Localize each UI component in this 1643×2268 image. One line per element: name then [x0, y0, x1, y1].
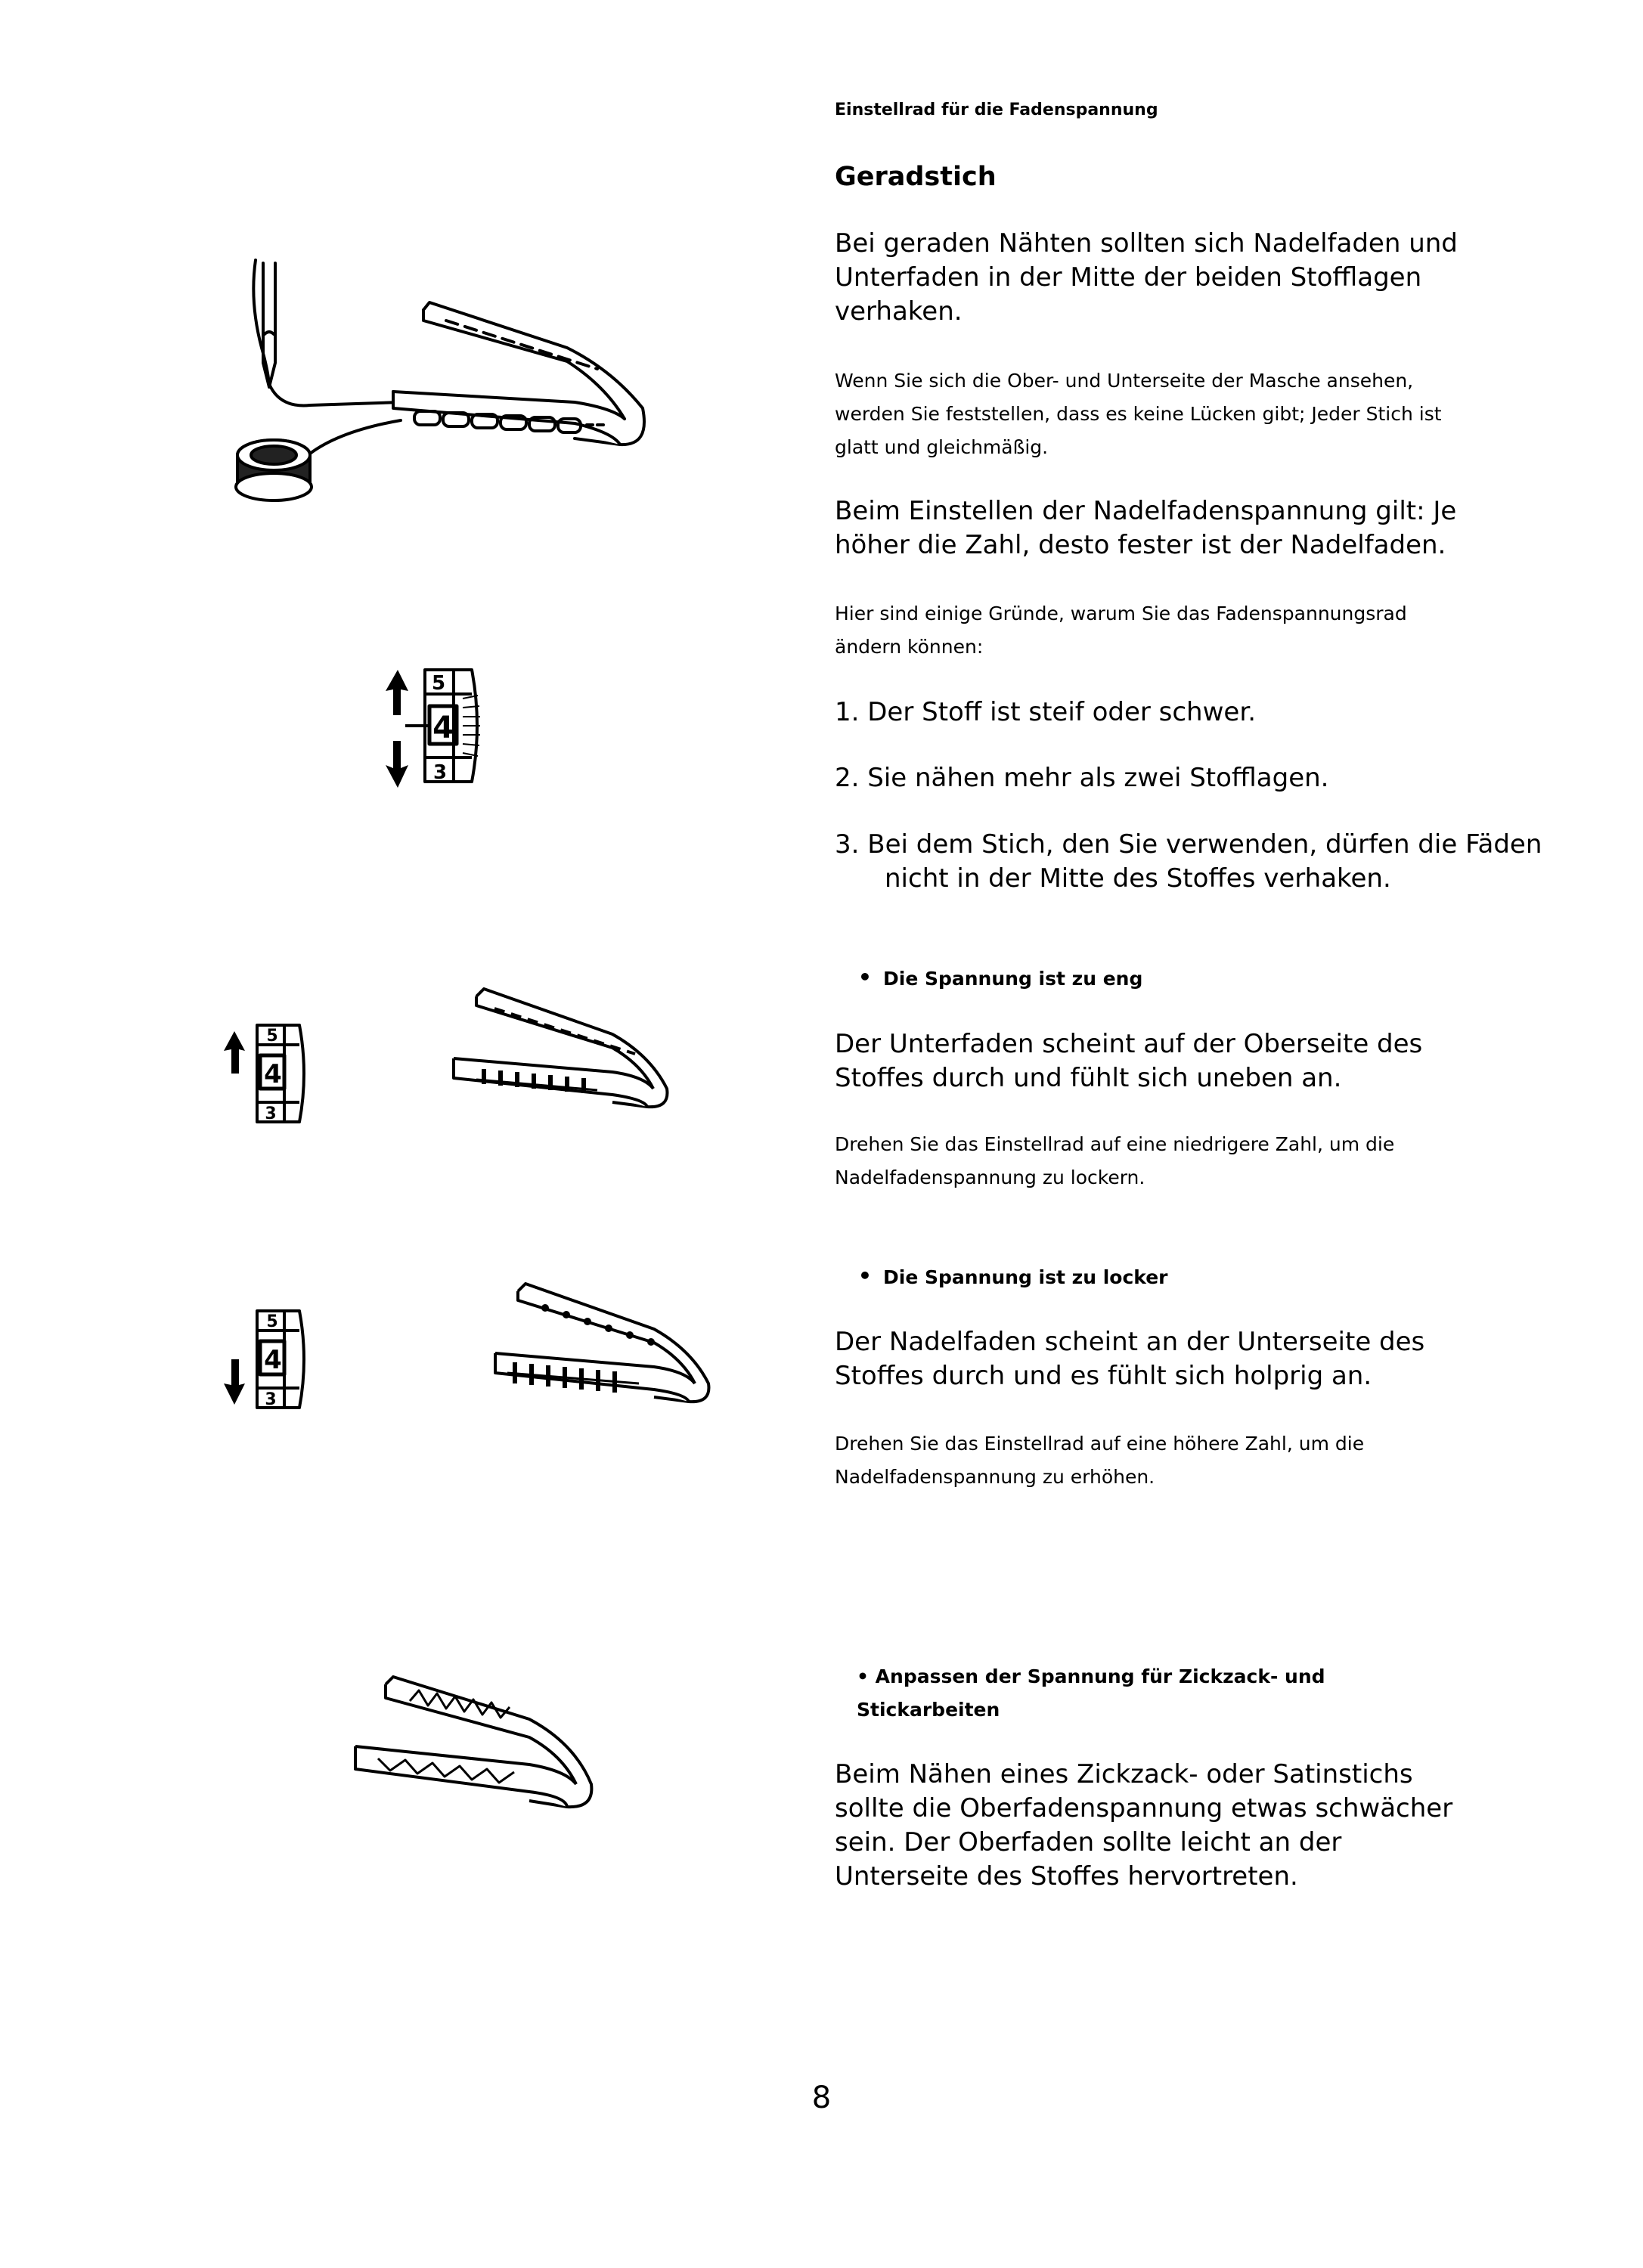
dial-number-current: 4: [432, 711, 454, 745]
needle-icon: [263, 263, 275, 387]
straight-stitch-illustration: [219, 257, 658, 507]
observation-paragraph: Wenn Sie sich die Ober- und Unterseite der Masche ansehen, werden Sie feststellen, dass es keine Lücken gibt; Jeder Stich ist glatt und gleichmäßig.: [835, 370, 1442, 458]
tension-dial-illustration: [378, 665, 491, 794]
reason-item: 1. Der Stoff ist steif oder schwer.: [835, 697, 1256, 727]
loose-bullet: [858, 1261, 1168, 1294]
bullet-symbol: •: [858, 965, 872, 990]
arrow-up-icon: [224, 1031, 245, 1074]
page-number: 8: [811, 2081, 832, 2115]
dial-loose-illustration: [218, 1306, 316, 1412]
dial-number-current: 4: [264, 1059, 282, 1089]
intro-paragraph: Bei geraden Nähten sollten sich Nadelfaden und Unterfaden in der Mitte der beiden Stofflagen verhaken.: [835, 228, 1458, 327]
bullet-symbol: •: [858, 1263, 872, 1288]
dial-number-upper: 5: [266, 1312, 278, 1331]
loose-bullet-label: Die Spannung ist zu locker: [883, 1266, 1168, 1288]
tight-description: Der Unterfaden scheint auf der Oberseite des Stoffes durch und fühlt sich uneben an.: [835, 1029, 1423, 1093]
dial-number-current: 4: [264, 1345, 282, 1375]
zigzag-bullet: • Anpassen der Spannung für Zickzack- und Stickarbeiten: [857, 1665, 1325, 1721]
reason-item: 3. Bei dem Stich, den Sie verwenden, dürfen die Fäden nicht in der Mitte des Stoffes verhaken.: [835, 829, 1542, 894]
dial-number-upper: 5: [266, 1027, 278, 1046]
dial-tight-illustration: [218, 1021, 316, 1126]
zigzag-stitch-illustration: [348, 1671, 605, 1822]
bobbin-icon: [236, 440, 312, 500]
section-title: Geradstich: [835, 162, 997, 192]
loose-description: Der Nadelfaden scheint an der Unterseite des Stoffes durch und es fühlt sich holprig an.: [835, 1327, 1425, 1391]
arrow-down-icon: [224, 1359, 245, 1405]
reasons-intro: Hier sind einige Gründe, warum Sie das Fadenspannungsrad ändern können:: [835, 603, 1407, 658]
up-down-arrow-icon: [386, 670, 408, 788]
reason-item: 2. Sie nähen mehr als zwei Stofflagen.: [835, 763, 1329, 793]
fabric-loose-illustration: [488, 1278, 715, 1414]
dial-number-lower: 3: [265, 1390, 277, 1409]
loose-action: Drehen Sie das Einstellrad auf eine höhere Zahl, um die Nadelfadenspannung zu erhöhen.: [835, 1433, 1365, 1488]
adjust-rule-paragraph: Beim Einstellen der Nadelfadenspannung gilt: Je höher die Zahl, desto fester ist der Nadelfaden.: [835, 496, 1457, 560]
page-header: Einstellrad für die Fadenspannung: [835, 101, 1158, 119]
fabric-tight-illustration: [446, 983, 673, 1119]
zigzag-description: Beim Nähen eines Zickzack- oder Satinstichs sollte die Oberfadenspannung etwas schwächer sein. Der Oberfaden sollte leicht an der Unterseite des Stoffes hervortreten.: [835, 1759, 1453, 1892]
tight-bullet: [858, 962, 1143, 996]
dial-number-upper: 5: [431, 672, 446, 695]
dial-number-lower: 3: [432, 761, 448, 784]
tight-bullet-label: Die Spannung ist zu eng: [883, 968, 1143, 990]
dial-number-lower: 3: [265, 1105, 277, 1123]
tight-action: Drehen Sie das Einstellrad auf eine niedrigere Zahl, um die Nadelfadenspannung zu lockern.: [835, 1133, 1395, 1188]
